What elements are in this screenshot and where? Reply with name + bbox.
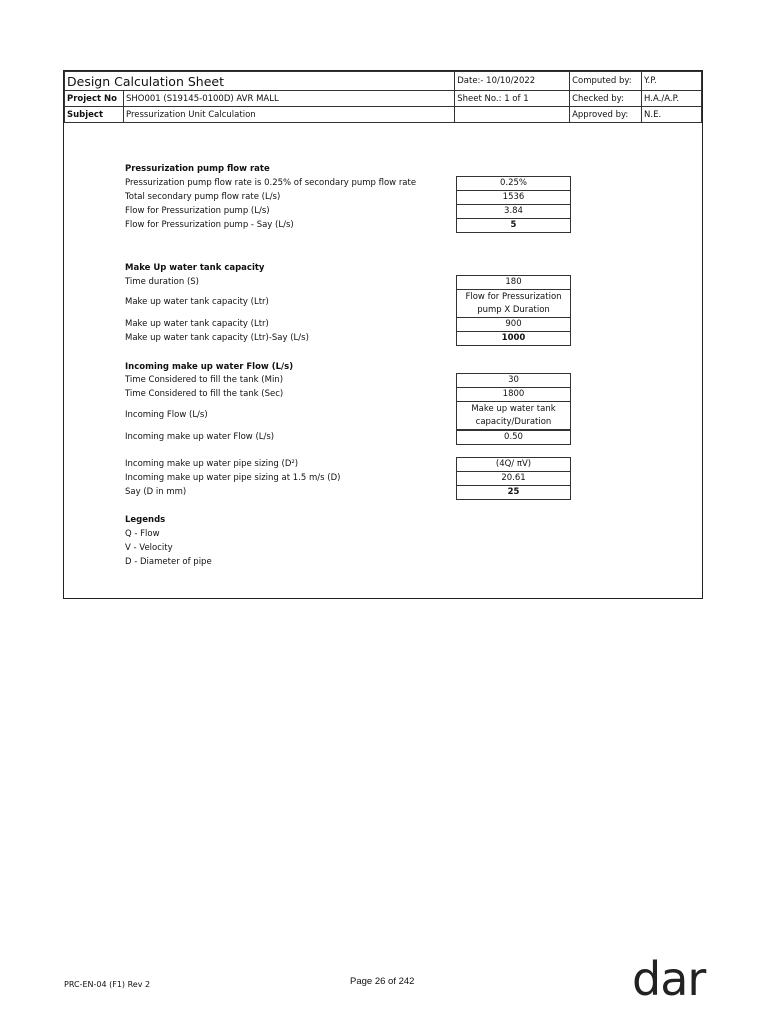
s3-row1-value: 30 bbox=[456, 373, 571, 388]
subject-value: Pressurization Unit Calculation bbox=[123, 107, 454, 123]
section2-heading: Make Up water tank capacity bbox=[125, 263, 265, 273]
computed-label: Computed by: bbox=[570, 72, 642, 91]
s2-row4-label: Make up water tank capacity (Ltr)-Say (L/s) bbox=[125, 333, 309, 343]
section1-heading: Pressurization pump flow rate bbox=[125, 164, 270, 174]
s3-row2-value: 1800 bbox=[456, 387, 571, 402]
s3-row3-label: Incoming Flow (L/s) bbox=[125, 410, 208, 420]
s4-row1-label: Incoming make up water pipe sizing (D²) bbox=[125, 459, 299, 469]
s2-row1-label: Time duration (S) bbox=[125, 277, 200, 287]
s2-row2-value bbox=[456, 289, 571, 318]
s4-row3-value: 25 bbox=[456, 485, 571, 500]
s3-row2-label: Time Considered to fill the tank (Sec) bbox=[125, 389, 284, 399]
s1-row3-label: Flow for Pressurization pump (L/s) bbox=[125, 206, 270, 216]
empty-cell bbox=[455, 107, 570, 123]
s3-row3-value-line1: Make up water tank bbox=[471, 404, 556, 414]
s1-row1-value: 0.25% bbox=[456, 176, 571, 191]
s2-row2-label: Make up water tank capacity (Ltr) bbox=[125, 297, 269, 307]
dar-logo: dar bbox=[632, 952, 706, 1006]
page-number: Page 26 of 242 bbox=[350, 976, 415, 987]
s3-row4-label: Incoming make up water Flow (L/s) bbox=[125, 432, 275, 442]
s1-row4-label: Flow for Pressurization pump - Say (L/s) bbox=[125, 220, 294, 230]
s3-row3-value-line2: capacity/Duration bbox=[475, 417, 552, 427]
document-code: PRC-EN-04 (F1) Rev 2 bbox=[64, 980, 151, 989]
date-cell: Date:- 10/10/2022 bbox=[455, 72, 570, 91]
s4-row1-value: (4Q/ πV) bbox=[456, 457, 571, 472]
s2-row2-value-line2: pump X Duration bbox=[477, 305, 550, 315]
s1-row4-value: 5 bbox=[456, 218, 571, 233]
s2-row2-value-line1: Flow for Pressurization bbox=[465, 292, 562, 302]
s2-row3-label: Make up water tank capacity (Ltr) bbox=[125, 319, 269, 329]
s3-row1-label: Time Considered to fill the tank (Min) bbox=[125, 375, 284, 385]
header-table bbox=[64, 71, 702, 123]
s1-row1-label: Pressurization pump flow rate is 0.25% of secondary pump flow rate bbox=[125, 178, 417, 188]
subject-label: Subject bbox=[65, 107, 124, 123]
checked-label: Checked by: bbox=[570, 91, 642, 107]
s4-row2-value: 20.61 bbox=[456, 471, 571, 486]
s1-row2-value: 1536 bbox=[456, 190, 571, 205]
s1-row2-label: Total secondary pump flow rate (L/s) bbox=[125, 192, 281, 202]
section3-heading: Incoming make up water Flow (L/s) bbox=[125, 362, 294, 372]
legends-heading: Legends bbox=[125, 515, 166, 525]
s3-row4-value: 0.50 bbox=[456, 430, 571, 445]
legend-item: V - Velocity bbox=[125, 543, 173, 553]
s4-row3-label: Say (D in mm) bbox=[125, 487, 187, 497]
s2-row1-value: 180 bbox=[456, 275, 571, 290]
approved-value: N.E. bbox=[642, 107, 702, 123]
project-value: SHO001 (S19145-0100D) AVR MALL bbox=[123, 91, 454, 107]
legend-item: Q - Flow bbox=[125, 529, 160, 539]
computed-value: Y.P. bbox=[642, 72, 702, 91]
legend-item: D - Diameter of pipe bbox=[125, 557, 212, 567]
checked-value: H.A./A.P. bbox=[642, 91, 702, 107]
s4-row2-label: Incoming make up water pipe sizing at 1.5 m/s (D) bbox=[125, 473, 341, 483]
sheet-title: Design Calculation Sheet bbox=[65, 72, 455, 91]
project-label: Project No bbox=[65, 91, 124, 107]
s2-row3-value: 900 bbox=[456, 317, 571, 332]
s1-row3-value: 3.84 bbox=[456, 204, 571, 219]
sheet-number: Sheet No.: 1 of 1 bbox=[455, 91, 570, 107]
s2-row4-value: 1000 bbox=[456, 331, 571, 346]
approved-label: Approved by: bbox=[570, 107, 642, 123]
s3-row3-value bbox=[456, 401, 571, 430]
